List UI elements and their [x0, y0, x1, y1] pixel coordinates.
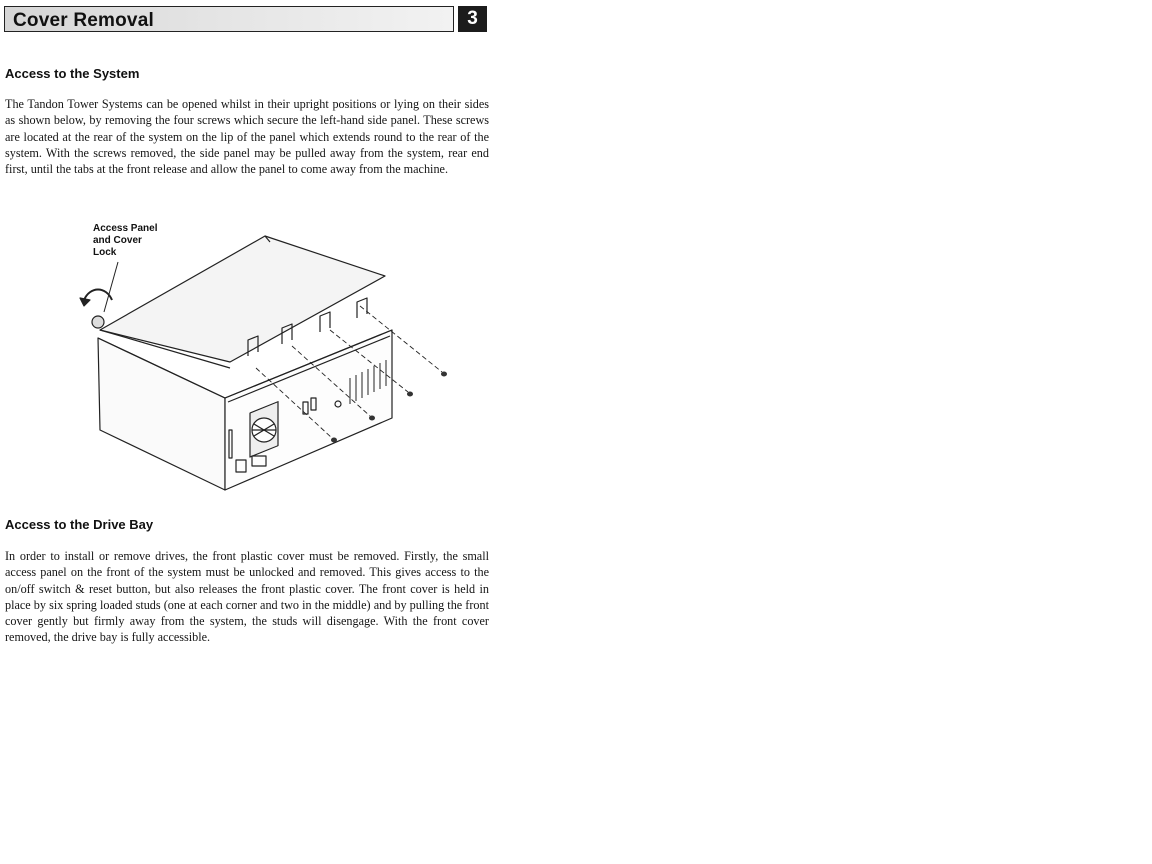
- chapter-header-bar: [4, 6, 454, 32]
- figure-callout: [93, 223, 173, 259]
- section-paragraph-access-system: The Tandon Tower Systems can be opened whilst in their upright positions or lying on their sides as shown below, by removing the four screws which secure the left-hand side panel. These screws are located at the rear of the system on the lip of the panel which extends round to the rear of the system. With the screws removed, the side panel may be pulled away from the system, rear end first, until the tabs at the front release and allow the panel to come away from the machine.: [5, 97, 489, 177]
- section-heading-drive-bay: Access to the Drive Bay: [5, 517, 154, 532]
- cover-lock-icon: [92, 316, 104, 328]
- chapter-number-badge: 3: [458, 6, 487, 32]
- page-title: Cover Removal: [13, 10, 154, 31]
- section-heading-access-system: Access to the System: [5, 66, 140, 81]
- section-paragraph-drive-bay: In order to install or remove drives, the front plastic cover must be removed. Firstly, the small access panel on the front of the system must be unlocked and removed. This gives access to the on/off switch & reset button, but also releases the front plastic cover. The front cover is held in place by six spring loaded studs (one at each corner and two in the middle) and by pulling the front cover gently but firmly away from the system, the studs will disengage. With the front cover removed, the drive bay is fully accessible.: [5, 549, 489, 645]
- callout-line: and Cover: [93, 235, 142, 246]
- panel-tab: [320, 312, 330, 332]
- callout-line: Lock: [93, 247, 117, 258]
- callout-line: Access Panel: [93, 223, 158, 234]
